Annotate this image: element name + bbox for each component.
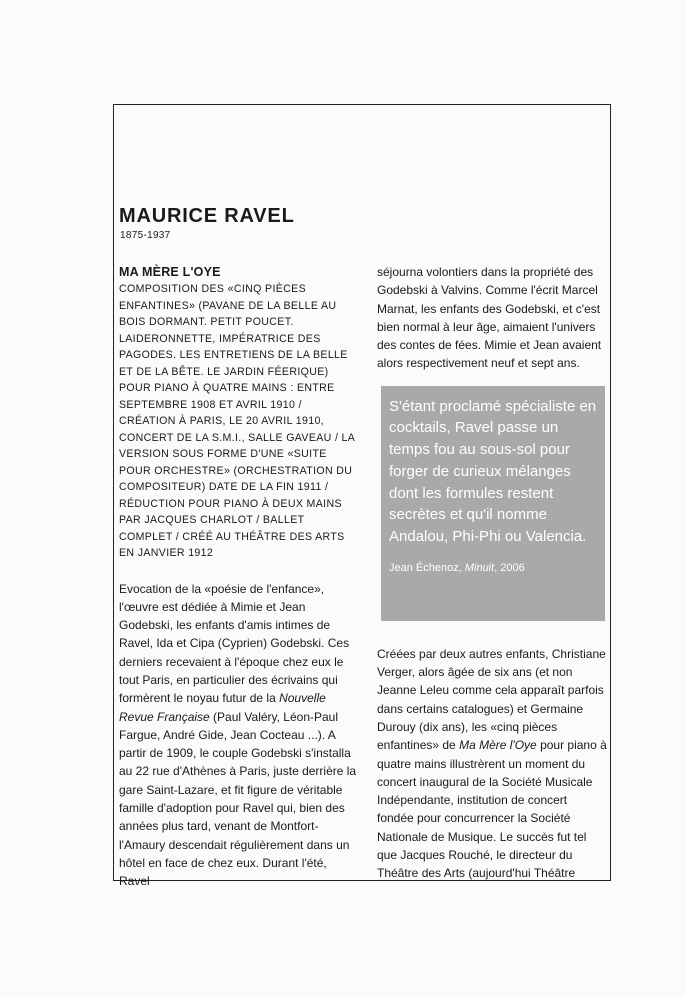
- right-body-paragraph-2: [377, 645, 607, 883]
- pull-quote-text: S'étant proclamé spécialiste en cocktails, Ravel passe un temps fou au sous-sol pour forger de curieux mélanges dont les formules restent secrètes et qu'il nomme Andalou, Phi-Phi ou Valencia.: [389, 397, 597, 545]
- composer-years: 1875-1937: [120, 230, 171, 241]
- quote-author: Jean Échenoz,: [389, 561, 465, 574]
- left-column: [119, 265, 357, 891]
- composer-name: MAURICE RAVEL: [119, 205, 295, 227]
- left-body-italic: Nouvelle Revue Française: [119, 691, 326, 724]
- pull-quote-box: [381, 386, 605, 621]
- left-body-text-2: (Paul Valéry, Léon-Paul Fargue, André Gide, Jean Cocteau ...). A partir de 1909, le couple Godebski s'installa au 22 rue d'Athènes à Paris, juste derrière la gare Saint-Lazare, et fit figure de véritable famille d'adoption pour Ravel qui, bien des années plus tard, venant de Montfort-l'Amaury descendait régulièrement dans un hôtel en face de chez eux. Durant l'été, Ravel: [119, 709, 357, 889]
- quote-year: , 2006: [494, 561, 525, 574]
- left-body-paragraph: [119, 580, 357, 891]
- quote-source: Minuit: [464, 561, 495, 574]
- work-description: COMPOSITION DES «CINQ PIÈCES ENFANTINES» (PAVANE DE LA BELLE AU BOIS DORMANT. PETIT POUCET. LAIDERONNETTE, IMPÉRATRICE DES PAGODES. LES ENTRETIENS DE LA BELLE ET DE LA BÊTE. LE JARDIN FÉERIQUE) POUR PIANO À QUATRE MAINS : ENTRE SEPTEMBRE 1908 ET AVRIL 1910 / CRÉATION À PARIS, LE 20 AVRIL 1910, CONCERT DE LA S.M.I., SALLE GAVEAU / LA VERSION SOUS FORME D'UNE «SUITE POUR ORCHESTRE» (ORCHESTRATION DU COMPOSITEUR) DATE DE LA FIN 1911 / RÉDUCTION POUR PIANO À DEUX MAINS PAR JACQUES CHARLOT / BALLET COMPLET / CRÉÉ AU THÉÂTRE DES ARTS EN JANVIER 1912: [119, 283, 355, 559]
- right-body-text-2: pour piano à quatre mains illustrèrent un moment du concert inaugural de la Société Musicale Indépendante, institution de concert fondée pour concurrencer la Société Nationale de Musique. Le succès fut tel que Jacques Rouché, le directeur du Théâtre des Arts (aujourd'hui Théâtre: [377, 738, 607, 881]
- work-title: MA MÈRE L'OYE: [119, 265, 221, 279]
- left-body-text-1: Evocation de la «poésie de l'enfance», l'œuvre est dédiée à Mimie et Jean Godebski, les enfants d'amis intimes de Ravel, Ida et Cipa (Cyprien) Godebski. Ces derniers recevaient à l'époque chez eux le tout Paris, en particulier des écrivains qui formèrent le noyau futur de la: [119, 581, 350, 706]
- right-column: [377, 263, 607, 883]
- right-body-text-1: Créées par deux autres enfants, Christiane Verger, alors âgée de six ans (et non Jeanne Leleu comme cela apparaît parfois dans certains catalogues) et Germaine Durouy (dix ans), les «cinq pièces enfantines» de: [377, 646, 606, 753]
- right-body-italic: Ma Mère l'Oye: [459, 738, 537, 753]
- right-body-paragraph-1: séjourna volontiers dans la propriété des Godebski à Valvins. Comme l'écrit Marcel Marnat, les enfants des Godebski, et c'est bien normal à leur âge, aimaient l'univers des contes de fées. Mimie et Jean avaient alors respectivement neuf et sept ans.: [377, 265, 602, 371]
- article-frame: [113, 104, 611, 889]
- pull-quote-attribution: [389, 562, 599, 574]
